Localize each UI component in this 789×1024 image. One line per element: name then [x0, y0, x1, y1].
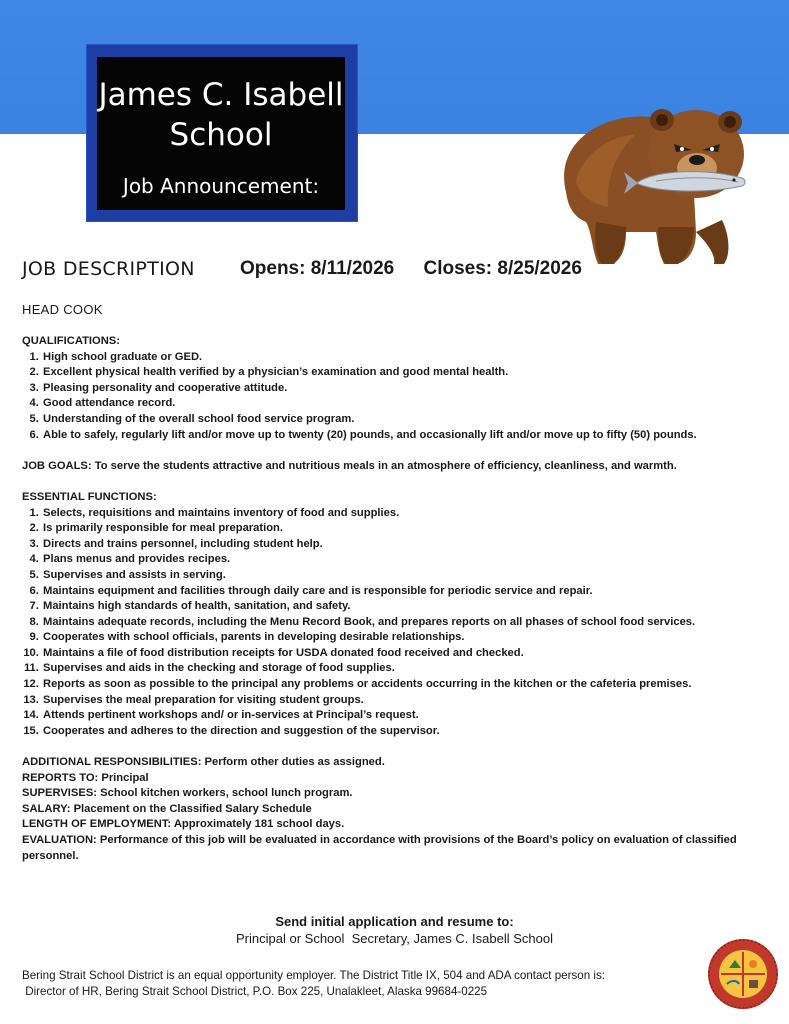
school-name-line2: School — [169, 117, 273, 153]
essential-list — [22, 506, 762, 740]
list-item: 15. Cooperates and adheres to the direction and suggestion of the supervisor. — [42, 724, 762, 740]
list-item: 7. Maintains high standards of health, sanitation, and safety. — [42, 599, 762, 615]
job-goals: JOB GOALS: To serve the students attractive and nutritious meals in an atmosphere of efficiency, cleanliness, and warmth. — [22, 459, 677, 472]
list-item: 12. Reports as soon as possible to the principal any problems or accidents occurring in the kitchen or the cafeteria premises. — [42, 677, 762, 693]
list-item: 1. Selects, requisitions and maintains inventory of food and supplies. — [42, 506, 762, 522]
district-seal-icon — [707, 938, 779, 1010]
dates — [240, 258, 606, 280]
salary: SALARY: Placement on the Classified Salary Schedule — [22, 802, 312, 815]
job-header-row — [22, 258, 782, 286]
evaluation: EVALUATION: Performance of this job will be evaluated in accordance with provisions of the Board’s policy on evaluation of classified personnel. — [22, 834, 737, 862]
list-item: 13. Supervises the meal preparation for visiting student groups. — [42, 693, 762, 709]
send-title: Send initial application and resume to: — [275, 914, 514, 929]
list-item: 5. Supervises and assists in serving. — [42, 568, 762, 584]
additional-responsibilities: ADDITIONAL RESPONSIBILITIES: Perform other duties as assigned. — [22, 756, 385, 769]
list-item: 2. Excellent physical health verified by a physician’s examination and good mental health. — [42, 365, 762, 381]
list-item: 10. Maintains a file of food distribution receipts for USDA donated food received and checked. — [42, 646, 762, 662]
list-item: 6. Able to safely, regularly lift and/or move up to twenty (20) pounds, and occasionally lift and/or move up to fifty (50) pounds. — [42, 428, 762, 444]
essential-heading: ESSENTIAL FUNCTIONS: — [22, 490, 157, 503]
footer-line2: Director of HR, Bering Strait School District, P.O. Box 225, Unalakleet, Alaska 99684-0225 — [22, 985, 488, 998]
bear-with-fish-icon — [546, 82, 756, 268]
job-body — [22, 334, 762, 864]
list-item: 11. Supervises and aids in the checking and storage of food supplies. — [42, 661, 762, 677]
position-title: HEAD COOK — [22, 302, 103, 317]
qualifications-list — [22, 350, 762, 444]
list-item: 5. Understanding of the overall school food service program. — [42, 412, 762, 428]
supervises: SUPERVISES: School kitchen workers, school lunch program. — [22, 787, 353, 800]
list-item: 1. High school graduate or GED. — [42, 350, 762, 366]
footer — [22, 968, 702, 1000]
opens-date: Opens: 8/11/2026 — [240, 258, 395, 279]
list-item: 3. Pleasing personality and cooperative attitude. — [42, 381, 762, 397]
list-item: 14. Attends pertinent workshops and/ or in-services at Principal’s request. — [42, 708, 762, 724]
list-item: 4. Good attendance record. — [42, 396, 762, 412]
announcement-label: Job Announcement: — [122, 174, 320, 198]
title-box — [97, 57, 345, 210]
list-item: 8. Maintains adequate records, including the Menu Record Book, and prepares reports on all phases of school food services. — [42, 615, 762, 631]
closes-date: Closes: 8/25/2026 — [423, 258, 582, 279]
title-frame — [86, 44, 358, 222]
length-of-employment: LENGTH OF EMPLOYMENT: Approximately 181 school days. — [22, 818, 345, 831]
list-item: 2. Is primarily responsible for meal preparation. — [42, 521, 762, 537]
footer-line1: Bering Strait School District is an equal opportunity employer. The District Title IX, 504 and ADA contact person is: — [22, 969, 605, 982]
send-to: Principal or School Secretary, James C. Isabell School — [236, 931, 553, 946]
school-name-line1: James C. Isabell — [98, 77, 344, 113]
list-item: 6. Maintains equipment and facilities through daily care and is responsible for periodic service and repair. — [42, 584, 762, 600]
list-item: 9. Cooperates with school officials, parents in developing desirable relationships. — [42, 630, 762, 646]
job-description-label: JOB DESCRIPTION — [22, 258, 195, 280]
list-item: 3. Directs and trains personnel, including student help. — [42, 537, 762, 553]
qualifications-heading: QUALIFICATIONS: — [22, 335, 120, 347]
reports-to: REPORTS TO: Principal — [22, 771, 149, 784]
school-name — [97, 75, 345, 155]
list-item: 4. Plans menus and provides recipes. — [42, 552, 762, 568]
send-application — [0, 913, 789, 948]
